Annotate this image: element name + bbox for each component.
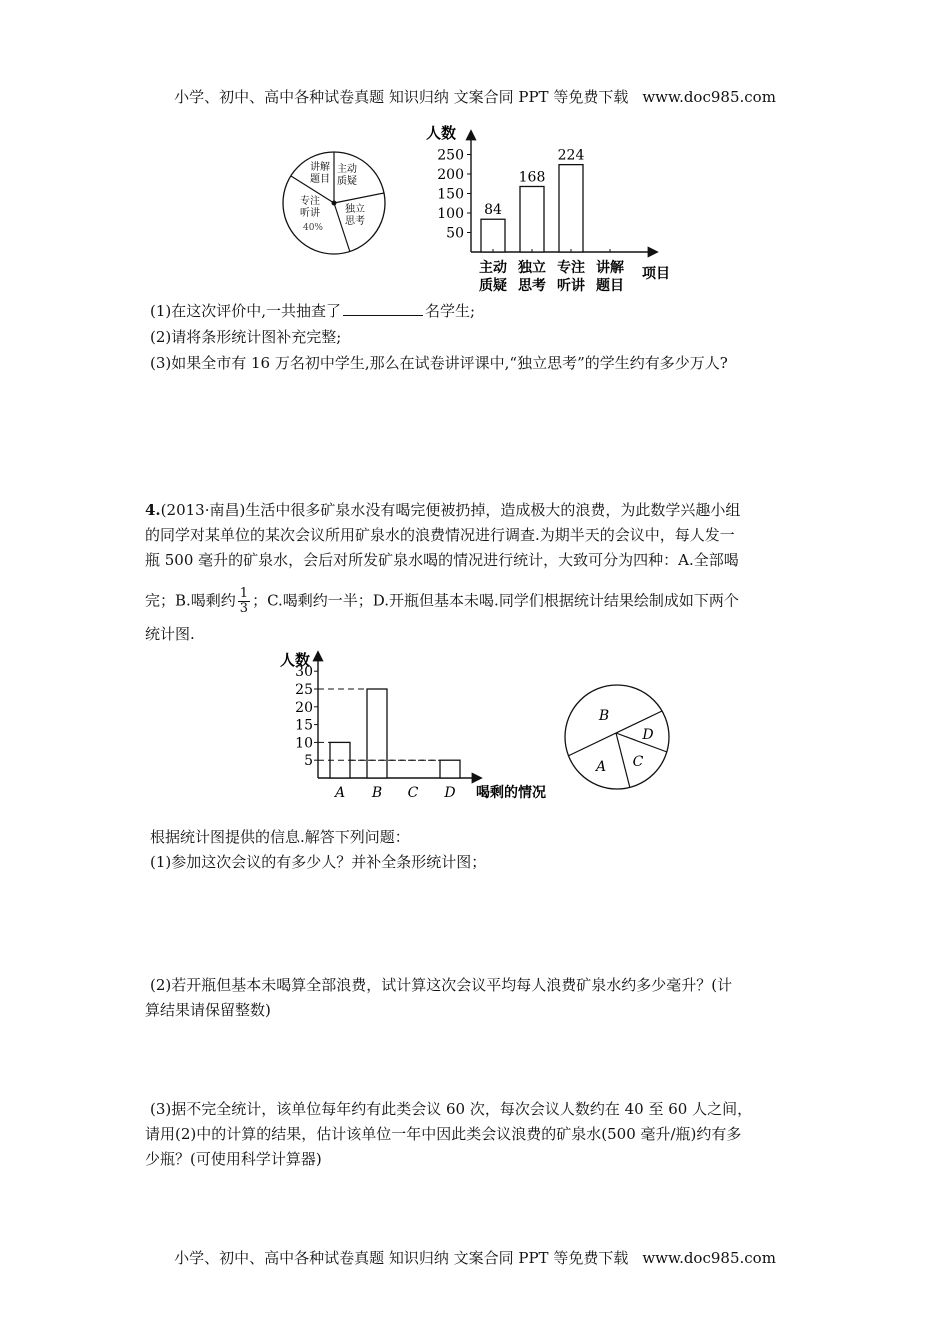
header-text: 小学、初中、高中各种试卷真题 知识归纳 文案合同 PPT 等免费下载 — [174, 88, 629, 106]
pie-center — [332, 201, 337, 206]
bar — [481, 219, 505, 252]
y-tick-label: 10 — [295, 735, 313, 752]
p4-question-2-line-2: 算结果请保留整数) — [145, 1001, 271, 1019]
pie-label-duli-2: 思考 — [345, 216, 365, 227]
y-tick-label: 150 — [437, 186, 464, 203]
pie-percent-label: 40% — [302, 223, 324, 233]
pie-label-a: A — [595, 759, 607, 775]
x-category-label: 专注 — [557, 260, 585, 276]
p4-question-1: (1)参加这次会议的有多少人？并补全条形统计图； — [150, 853, 487, 871]
p4-para-line-1 — [145, 499, 740, 521]
footer-url: www.doc985.com — [642, 1249, 776, 1267]
bar-chart-water — [270, 645, 560, 805]
footer-text: 小学、初中、高中各种试卷真题 知识归纳 文案合同 PPT 等免费下载 — [174, 1249, 629, 1267]
bar — [367, 689, 387, 778]
x-category-label: 题目 — [596, 278, 624, 294]
pie-label-c: C — [632, 754, 644, 770]
y-tick-label: 15 — [295, 717, 313, 734]
y-axis-label: 人数 — [280, 651, 311, 669]
pie-label-zhudong-1: 主动 — [337, 164, 357, 175]
fraction-numerator: 1 — [239, 586, 249, 601]
pie-chart-water — [562, 682, 676, 794]
y-tick-label: 30 — [295, 664, 313, 681]
x-category-label: 主动 — [479, 260, 507, 276]
pie-chart-evaluation — [280, 148, 390, 258]
x-category-label: 独立 — [518, 260, 546, 276]
p4-line4-post: ；C.喝剩约一半；D.开瓶但基本未喝.同学们根据统计结果绘制成如下两个 — [252, 591, 739, 610]
p3-question-2: (2)请将条形统计图补充完整; — [150, 328, 342, 346]
pie-label-zhuanzhu-1: 专注 — [300, 196, 320, 207]
p4-para-line-4 — [145, 587, 739, 616]
y-axis-label: 人数 — [426, 124, 457, 142]
x-category-label: C — [407, 785, 419, 801]
y-tick-label: 50 — [446, 225, 464, 242]
bar — [559, 165, 583, 252]
pie-label-b: B — [598, 708, 610, 724]
p4-para-line-5: 统计图. — [145, 625, 195, 643]
pie-label-d: D — [642, 727, 654, 743]
bar — [520, 186, 544, 252]
bar-chart-evaluation — [420, 118, 670, 298]
p4-question-3-line-3: 少瓶？(可使用科学计算器) — [145, 1150, 322, 1168]
x-category-label: 听讲 — [557, 278, 585, 294]
y-tick-label: 5 — [304, 753, 313, 770]
fraction-one-third — [238, 587, 250, 616]
p3-question-3: (3)如果全市有 16 万名初中学生,那么在试卷讲评课中,“独立思考”的学生约有多少万人? — [150, 354, 728, 372]
y-tick-label: 25 — [295, 682, 313, 698]
page-footer — [0, 1247, 950, 1268]
y-tick-label: 20 — [295, 699, 313, 716]
fraction-denominator: 3 — [239, 601, 249, 616]
bar-value-label: 84 — [484, 202, 502, 219]
answer-blank[interactable] — [343, 301, 423, 316]
pie-label-jiangjie-1: 讲解 — [310, 162, 330, 173]
x-category-label: 思考 — [518, 278, 546, 294]
p4-question-3-line-1: (3)据不完全统计，该单位每年约有此类会议 60 次，每次会议人数约在 40 至 60 人之间， — [150, 1100, 753, 1118]
x-category-label: A — [334, 785, 346, 801]
pie-label-zhuanzhu-2: 听讲 — [300, 208, 320, 219]
p4-line4-pre: 完；B.喝剩约 — [145, 591, 236, 610]
x-axis-label: 喝剩的情况 — [476, 785, 546, 801]
p4-number: 4. — [145, 501, 161, 519]
p3-question-1 — [150, 300, 475, 322]
x-category-label: 质疑 — [479, 278, 507, 294]
p4-para-line-2: 的同学对某单位的某次会议所用矿泉水的浪费情况进行调查.为期半天的会议中，每人发一 — [145, 526, 735, 544]
pie-label-jiangjie-2: 题目 — [310, 174, 330, 185]
page-header — [0, 86, 950, 107]
bar-value-label: 224 — [557, 147, 585, 164]
p4-para-text-1: (2013·南昌)生活中很多矿泉水没有喝完便被扔掉，造成极大的浪费，为此数学兴趣小组 — [160, 501, 741, 519]
p4-para-line-3: 瓶 500 毫升的矿泉水，会后对所发矿泉水喝的情况进行统计，大致可分为四种：A.全部喝 — [145, 551, 739, 569]
x-category-label: D — [444, 785, 456, 801]
x-category-label: B — [371, 785, 383, 801]
p4-question-2-line-1: (2)若开瓶但基本未喝算全部浪费，试计算这次会议平均每人浪费矿泉水约多少毫升？(计 — [150, 976, 733, 994]
p4-intro: 根据统计图提供的信息.解答下列问题： — [150, 828, 410, 846]
x-category-label: 讲解 — [596, 260, 624, 276]
x-axis-label: 项目 — [642, 266, 670, 282]
y-tick-label: 100 — [437, 206, 464, 222]
y-tick-label: 200 — [437, 167, 464, 183]
header-url: www.doc985.com — [642, 88, 776, 106]
y-tick-label: 250 — [437, 147, 464, 164]
bar — [440, 760, 460, 778]
bar-value-label: 168 — [518, 169, 546, 186]
p4-question-3-line-2: 请用(2)中的计算的结果，估计该单位一年中因此类会议浪费的矿泉水(500 毫升/瓶)约有多 — [145, 1125, 742, 1143]
pie-label-zhudong-2: 质疑 — [337, 176, 357, 187]
p3-q1-pre: (1)在这次评价中,一共抽查了 — [150, 302, 342, 320]
p3-q1-post: 名学生; — [425, 302, 476, 320]
pie-label-duli-1: 独立 — [345, 204, 365, 215]
